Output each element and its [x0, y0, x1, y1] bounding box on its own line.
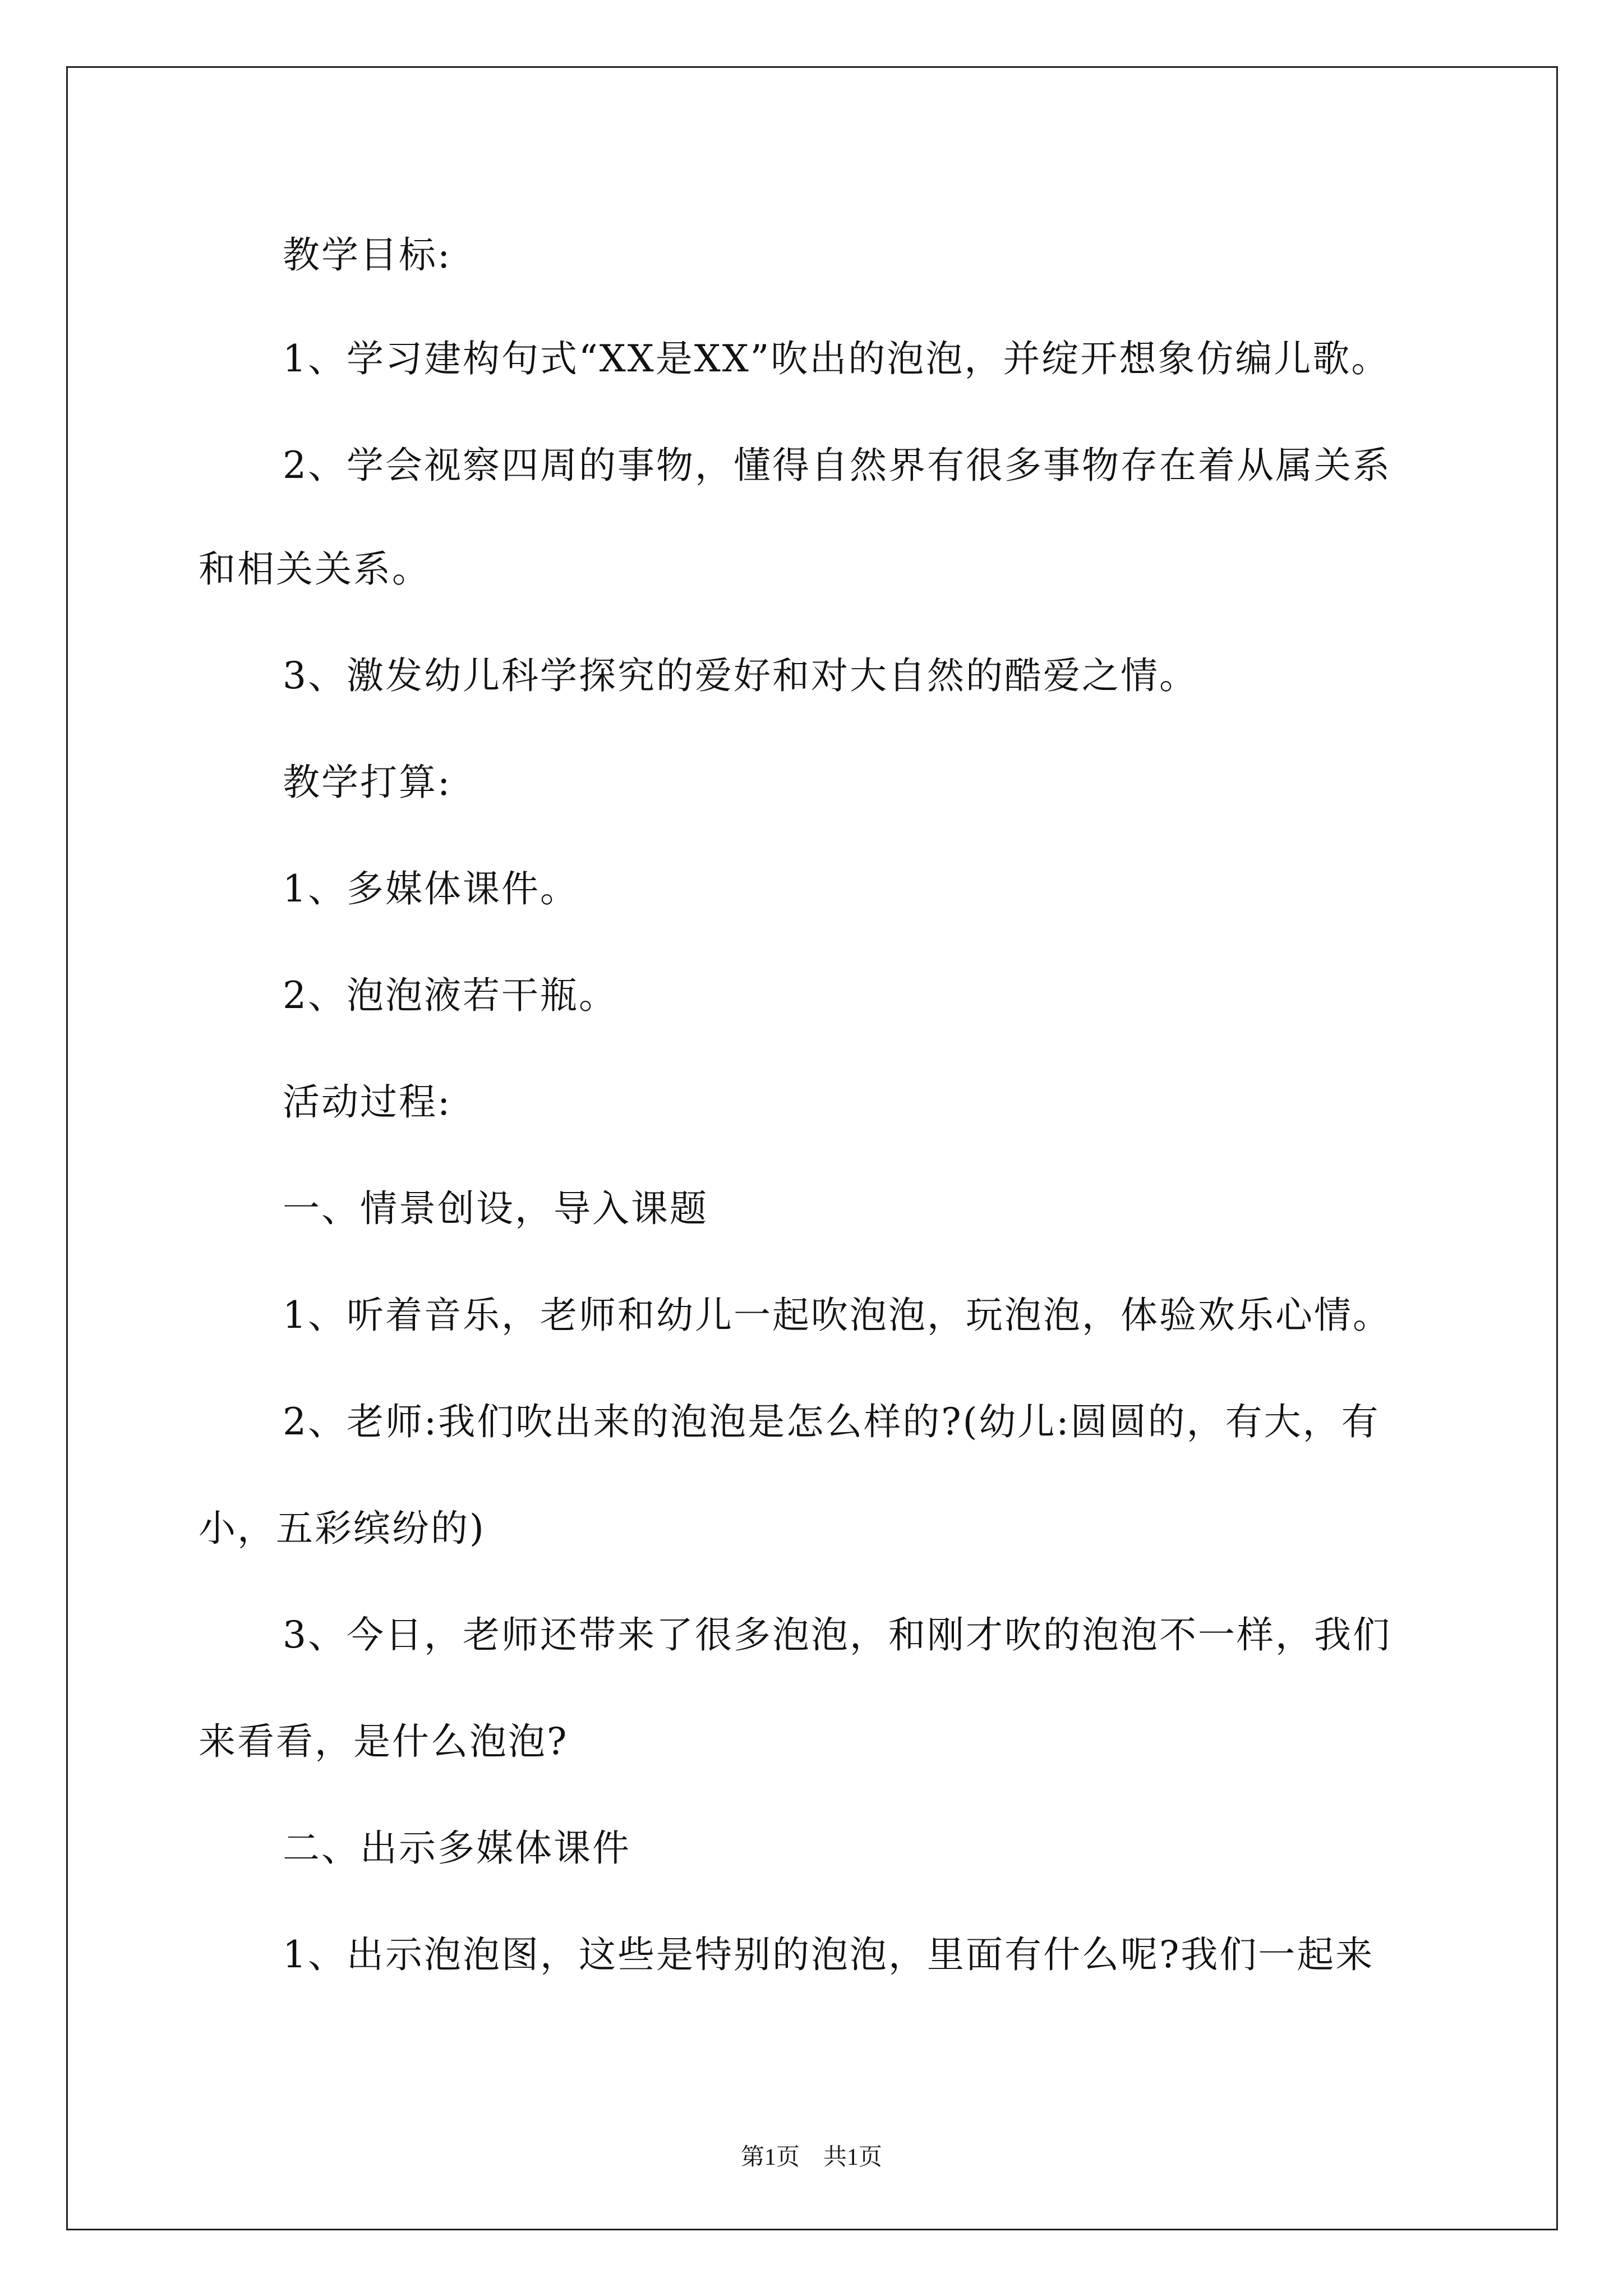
section-heading-step-one: 一、情景创设，导入课题 — [283, 1187, 708, 1230]
page-number-footer: 第1页 共1页 — [740, 2145, 882, 2170]
paragraph-line: 2、学会视察四周的事物，懂得自然界有很多事物存在着从属关系 — [283, 444, 1391, 487]
section-heading-preparation: 教学打算: — [283, 761, 452, 804]
paragraph-line: 来看看，是什么泡泡? — [199, 1720, 569, 1763]
paragraph-line: 1、学习建构句式“XX是XX”吹出的泡泡，并绽开想象仿编儿歌。 — [283, 337, 1390, 380]
paragraph-line: 1、听着音乐，老师和幼儿一起吹泡泡，玩泡泡，体验欢乐心情。 — [283, 1294, 1391, 1337]
paragraph-line: 1、多媒体课件。 — [283, 867, 579, 910]
paragraph-line: 3、今日，老师还带来了很多泡泡，和刚才吹的泡泡不一样，我们 — [283, 1613, 1391, 1657]
paragraph-line: 和相关关系。 — [199, 547, 431, 591]
section-heading-step-two: 二、出示多媒体课件 — [283, 1826, 631, 1870]
paragraph-line: 1、出示泡泡图，这些是特别的泡泡，里面有什么呢?我们一起来 — [283, 1933, 1375, 1976]
paragraph-line: 小，五彩缤纷的) — [199, 1507, 486, 1550]
paragraph-line: 3、激发幼儿科学探究的爱好和对大自然的酷爱之情。 — [283, 654, 1198, 697]
page-border — [66, 66, 1558, 2230]
paragraph-line: 2、泡泡液若干瓶。 — [283, 974, 617, 1017]
paragraph-line: 2、老师:我们吹出来的泡泡是怎么样的?(幼儿:圆圆的，有大，有 — [283, 1400, 1380, 1443]
section-heading-goals: 教学目标: — [283, 233, 452, 277]
section-heading-process: 活动过程: — [283, 1080, 452, 1124]
